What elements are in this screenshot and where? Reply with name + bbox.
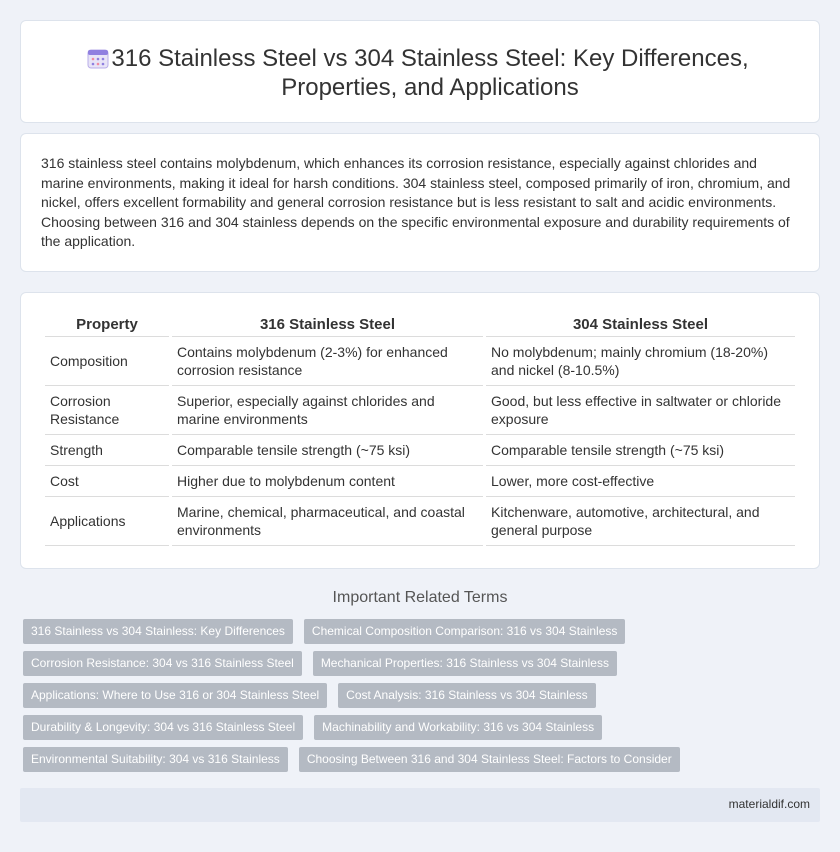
table-cell: Comparable tensile strength (~75 ksi) (486, 435, 795, 466)
related-terms-list (20, 619, 720, 779)
table-cell: Good, but less effective in saltwater or chloride exposure (486, 386, 795, 435)
table-cell: No molybdenum; mainly chromium (18-20%) and nickel (8-10.5%) (486, 337, 795, 386)
footer (20, 788, 820, 822)
table-cell: Lower, more cost-effective (486, 466, 795, 497)
table-cell: Applications (45, 497, 169, 546)
related-term-link[interactable]: Corrosion Resistance: 304 vs 316 Stainless Steel (23, 651, 302, 676)
table-header-316: 316 Stainless Steel (172, 313, 483, 337)
title-card (20, 20, 820, 123)
related-term-link[interactable]: Applications: Where to Use 316 or 304 Stainless Steel (23, 683, 327, 708)
footer-site-link[interactable]: materialdif.com (728, 797, 810, 811)
related-term-link[interactable]: Chemical Composition Comparison: 316 vs 304 Stainless (304, 619, 625, 644)
table-row (45, 337, 795, 386)
intro-paragraph: 316 stainless steel contains molybdenum, which enhances its corrosion resistance, especially against chlorides and marine environments, making it ideal for harsh conditions. 304 stainless steel, composed primarily of iron, chromium, and nickel, offers excellent formability and general corrosion resistance but is less resistant to salt and acidic environments. Choosing between 316 and 304 stainless depends on the specific environmental exposure and durability requirements of the application. (41, 155, 791, 249)
comparison-table-card (20, 292, 820, 569)
table-cell: Comparable tensile strength (~75 ksi) (172, 435, 483, 466)
table-cell: Superior, especially against chlorides and marine environments (172, 386, 483, 435)
table-row (45, 386, 795, 435)
table-header-304: 304 Stainless Steel (486, 313, 795, 337)
intro-card (20, 133, 820, 272)
table-cell: Marine, chemical, pharmaceutical, and coastal environments (172, 497, 483, 546)
table-header-property: Property (45, 313, 169, 337)
table-row (45, 435, 795, 466)
related-term-link[interactable]: Choosing Between 316 and 304 Stainless Steel: Factors to Consider (299, 747, 680, 772)
table-cell: Composition (45, 337, 169, 386)
comparison-table (42, 313, 798, 546)
table-cell: Contains molybdenum (2-3%) for enhanced corrosion resistance (172, 337, 483, 386)
table-row (45, 497, 795, 546)
related-term-link[interactable]: 316 Stainless vs 304 Stainless: Key Differences (23, 619, 293, 644)
table-cell: Higher due to molybdenum content (172, 466, 483, 497)
table-cell: Kitchenware, automotive, architectural, and general purpose (486, 497, 795, 546)
table-cell: Cost (45, 466, 169, 497)
related-term-link[interactable]: Environmental Suitability: 304 vs 316 Stainless (23, 747, 288, 772)
table-row (45, 466, 795, 497)
related-term-link[interactable]: Durability & Longevity: 304 vs 316 Stainless Steel (23, 715, 303, 740)
table-cell: Strength (45, 435, 169, 466)
related-term-link[interactable]: Machinability and Workability: 316 vs 304 Stainless (314, 715, 602, 740)
page-title: 316 Stainless Steel vs 304 Stainless Steel: Key Differences, Properties, and Applications (111, 45, 749, 101)
related-terms-title: Important Related Terms (332, 589, 508, 606)
related-term-link[interactable]: Mechanical Properties: 316 Stainless vs 304 Stainless (313, 651, 617, 676)
related-term-link[interactable]: Cost Analysis: 316 Stainless vs 304 Stainless (338, 683, 595, 708)
table-cell: Corrosion Resistance (45, 386, 169, 435)
